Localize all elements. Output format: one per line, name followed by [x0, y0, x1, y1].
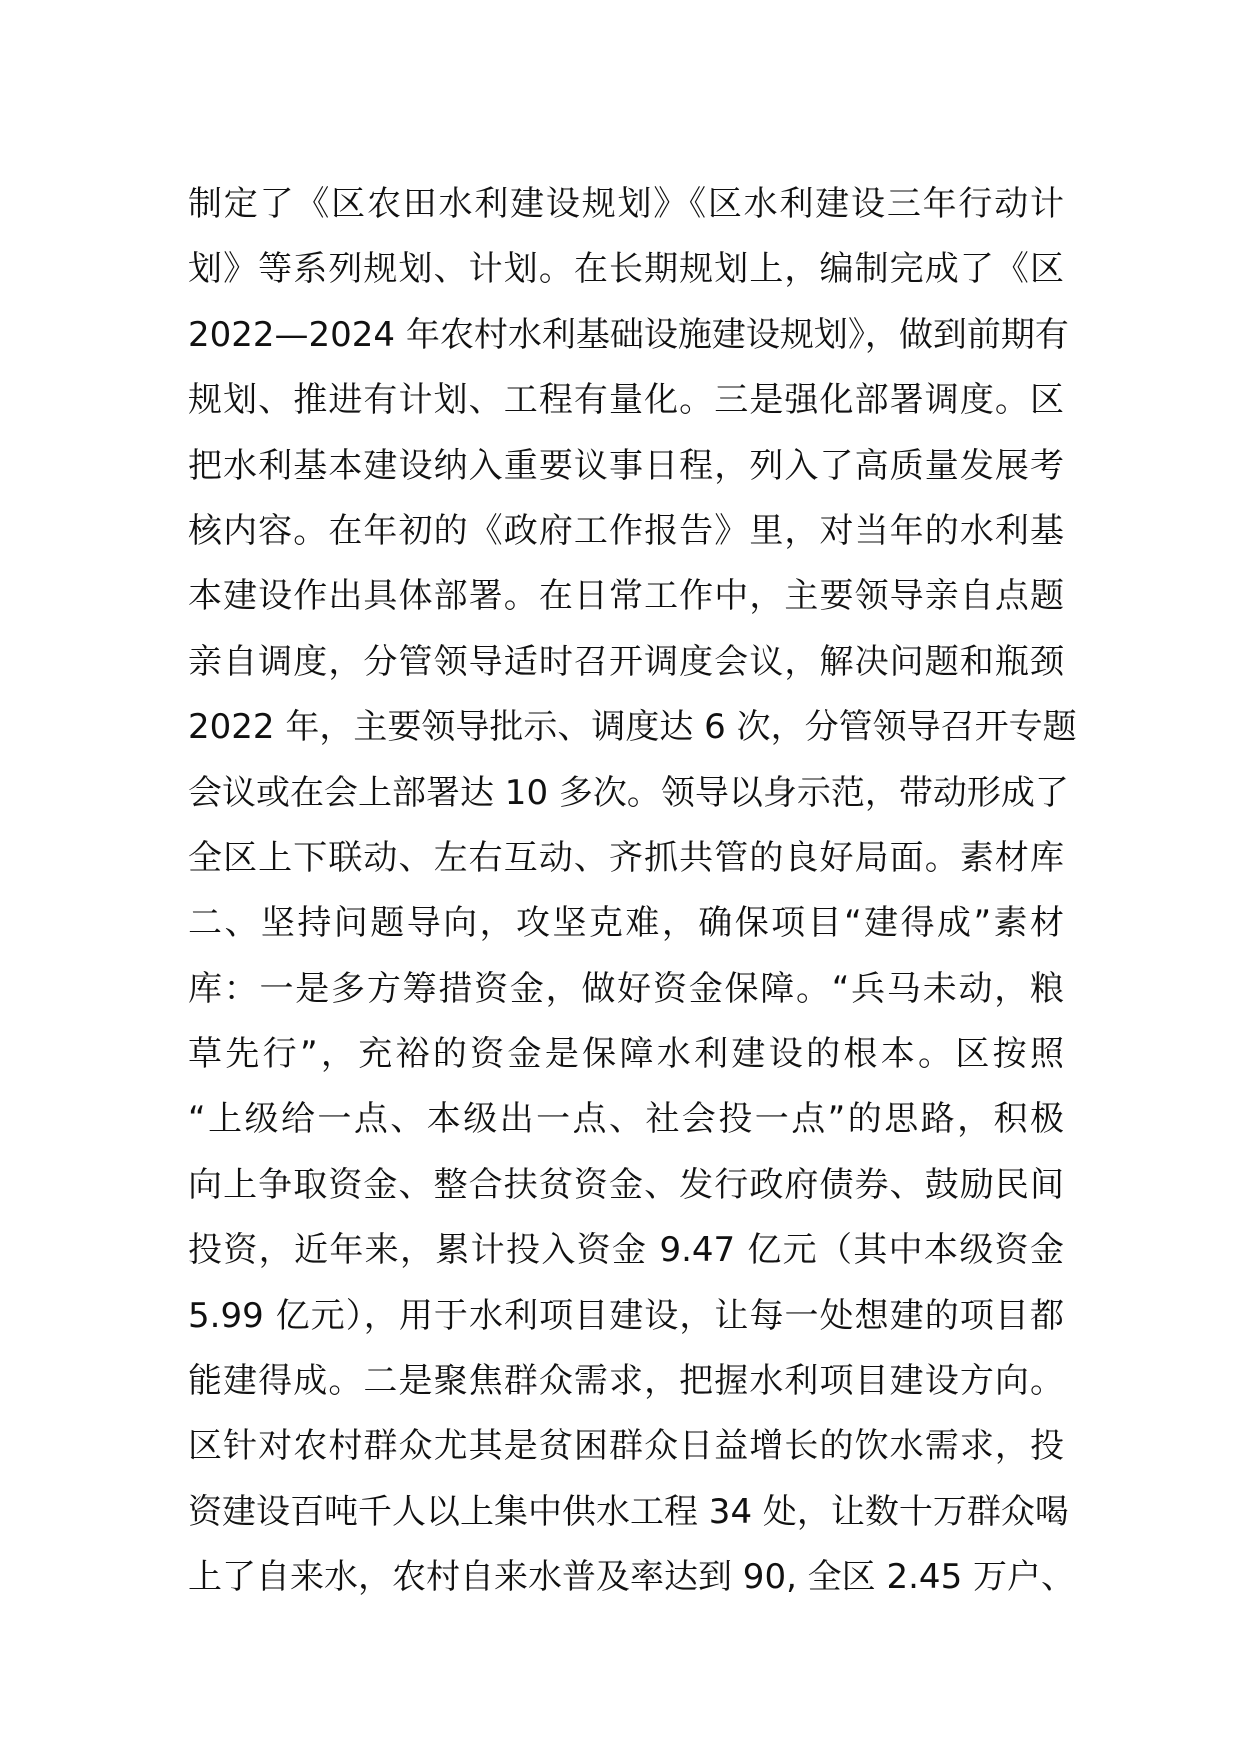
text-line: 区针对农村群众尤其是贫困群众日益增长的饮水需求，投 [188, 1426, 1064, 1467]
text-line: 划》等系列规划、计划。在长期规划上，编制完成了《区 [188, 249, 1064, 290]
text-line: 2022 年，主要领导批示、调度达 6 次，分管领导召开专题 [188, 707, 1077, 748]
text-line: 二、坚持问题导向，攻坚克难，确保项目“建得成”素材 [188, 903, 1064, 944]
text-line: 向上争取资金、整合扶贫资金、发行政府债券、鼓励民间 [188, 1164, 1064, 1205]
text-line: 全区上下联动、左右互动、齐抓共管的良好局面。素材库 [188, 837, 1064, 878]
text-line: 资建设百吨千人以上集中供水工程 34 处，让数十万群众喝 [188, 1491, 1069, 1532]
text-line: 核内容。在年初的《政府工作报告》里，对当年的水利基 [188, 510, 1064, 551]
text-line: 5.99 亿元），用于水利项目建设，让每一处想建的项目都 [188, 1295, 1064, 1336]
text-line: 规划、推进有计划、工程有量化。三是强化部署调度。区 [188, 380, 1064, 421]
body-text [188, 172, 1077, 1611]
text-line: “上级给一点、本级出一点、社会投一点”的思路，积极 [188, 1099, 1064, 1140]
text-line: 能建得成。二是聚焦群众需求，把握水利项目建设方向。 [188, 1361, 1064, 1402]
text-line: 制定了《区农田水利建设规划》《区水利建设三年行动计 [188, 184, 1064, 224]
text-line: 2022—2024 年农村水利基础设施建设规划》，做到前期有 [188, 314, 1069, 355]
text-line: 本建设作出具体部署。在日常工作中，主要领导亲自点题 [188, 576, 1064, 617]
text-line: 库：一是多方筹措资金，做好资金保障。“兵马未动，粮 [188, 968, 1064, 1009]
text-line: 会议或在会上部署达 10 多次。领导以身示范，带动形成了 [188, 772, 1069, 813]
text-line: 草先行”，充裕的资金是保障水利建设的根本。区按照 [188, 1034, 1064, 1075]
text-line: 上了自来水，农村自来水普及率达到 90, 全区 2.45 万户、 [188, 1557, 1076, 1598]
text-line: 把水利基本建设纳入重要议事日程，列入了高质量发展考 [188, 445, 1064, 486]
text-line: 亲自调度，分管领导适时召开调度会议，解决问题和瓶颈 [188, 641, 1064, 682]
text-line: 投资，近年来，累计投入资金 9.47 亿元（其中本级资金 [188, 1230, 1064, 1271]
